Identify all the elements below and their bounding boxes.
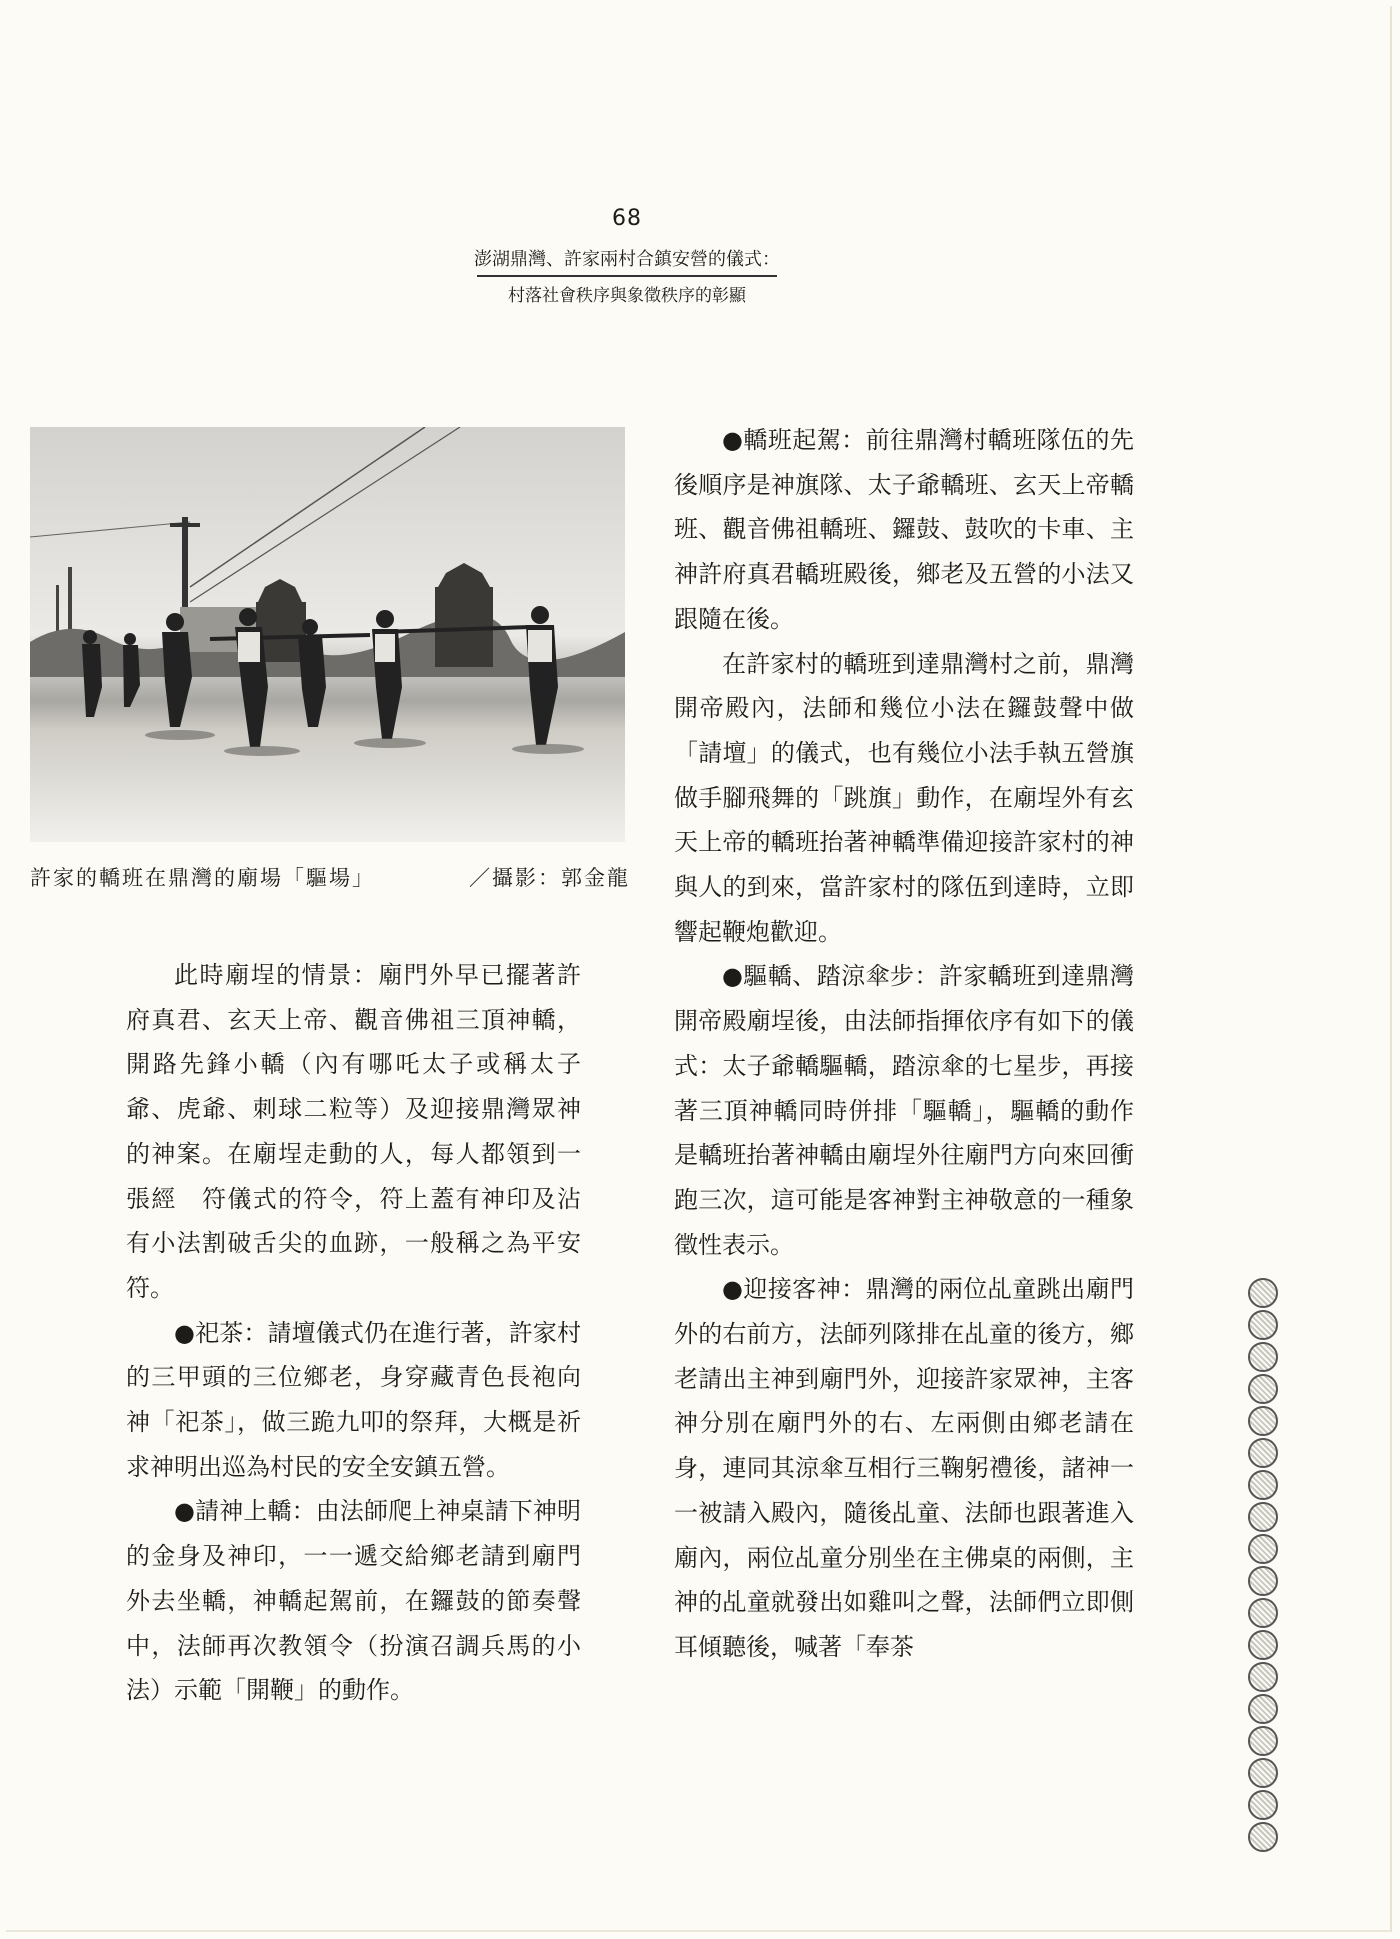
paragraph: ●迎接客神：鼎灣的兩位乩童跳出廟門外的右前方，法師列隊排在乩童的後方，鄉老請出主神到廟門外，迎接許家眾神，主客神分別在廟門外的右、左兩側由鄉老請在身，連同其涼傘互相行三鞠躬禮後，諸神一一被請入殿內，隨後乩童、法師也跟著進入廟內，兩位乩童分別坐在主佛桌的兩側，主神的乩童就發出如雞叫之聲，法師們立即側耳傾聽後，喊著「奉茶 [674,1275,1134,1661]
seal-icon [1248,1502,1278,1532]
caption-credit: ／攝影：郭金龍 [469,866,630,890]
seal-icon [1248,1438,1278,1468]
seal-icon [1248,1726,1278,1756]
paragraph: 在許家村的轎班到達鼎灣村之前，鼎灣開帝殿內，法師和幾位小法在鑼鼓聲中做「請壇」的儀式，也有幾位小法手執五營旗做手腳飛舞的「跳旗」動作，在廟埕外有玄天上帝的轎班抬著神轎準備迎接許家村的神與人的到來，當許家村的隊伍到達時，立即響起鞭炮歡迎。 [674,649,1134,946]
paragraph: ●祀茶：請壇儀式仍在進行著，許家村的三甲頭的三位鄉老，身穿藏青色長袍向神「祀茶」，做三跪九叩的祭拜，大概是祈求神明出巡為村民的安全安鎮五營。 [126,1318,581,1481]
seal-icon [1248,1534,1278,1564]
procession-photo-illustration [30,427,625,842]
seal-icon [1248,1342,1278,1372]
seal-icon [1248,1694,1278,1724]
running-title: 澎湖鼎灣、許家兩村合鎮安營的儀式： [474,249,780,270]
seal-icon [1248,1822,1278,1852]
seal-icon [1248,1278,1278,1308]
seal-icon [1248,1566,1278,1596]
seal-icon [1248,1598,1278,1628]
paragraph: ●轎班起駕：前往鼎灣村轎班隊伍的先後順序是神旗隊、太子爺轎班、玄天上帝轎班、觀音佛祖轎班、鑼鼓、鼓吹的卡車、主神許府真君轎班殿後，鄉老及五營的小法又跟隨在後。 [674,426,1134,633]
seal-icon [1248,1630,1278,1660]
seal-icon [1248,1406,1278,1436]
seal-icon [1248,1790,1278,1820]
seal-icon [1248,1310,1278,1340]
procession-photo [30,427,625,842]
paragraph: ●請神上轎：由法師爬上神桌請下神明的金身及神印，一一遞交給鄉老請到廟門外去坐轎，神轎起駕前，在鑼鼓的節奏聲中，法師再次教領令（扮演召調兵馬的小法）示範「開鞭」的動作。 [126,1497,581,1705]
page-header [0,206,1254,306]
photo-caption [30,862,630,892]
caption-text: 許家的轎班在鼎灣的廟場「驅場」 [30,866,375,890]
page-number: 68 [612,206,642,231]
seal-icon [1248,1374,1278,1404]
seal-icon [1248,1470,1278,1500]
paragraph: ●驅轎、踏涼傘步：許家轎班到達鼎灣開帝殿廟埕後，由法師指揮依序有如下的儀式：太子爺轎驅轎，踏涼傘的七星步，再接著三頂神轎同時併排「驅轎」，驅轎的動作是轎班抬著神轎由廟埕外往廟門方向來回衝跑三次，這可能是客神對主神敬意的一種象徵性表示。 [674,962,1134,1259]
margin-ornaments [1240,1278,1288,1852]
header-rule [477,275,777,277]
seal-icon [1248,1758,1278,1788]
right-column [674,418,1134,1670]
left-column [126,953,581,1713]
paragraph: 此時廟埕的情景：廟門外早已擺著許府真君、玄天上帝、觀音佛祖三頂神轎，開路先鋒小轎（內有哪吒太子或稱太子爺、虎爺、刺球二粒等）及迎接鼎灣眾神的神案。在廟埕走動的人，每人都領到一張經 符儀式的符令，符上蓋有神印及沾有小法割破舌尖的血跡，一般稱之為平安符。 [126,961,581,1302]
seal-icon [1248,1662,1278,1692]
running-subtitle: 村落社會秩序與象徵秩序的彰顯 [508,286,746,306]
